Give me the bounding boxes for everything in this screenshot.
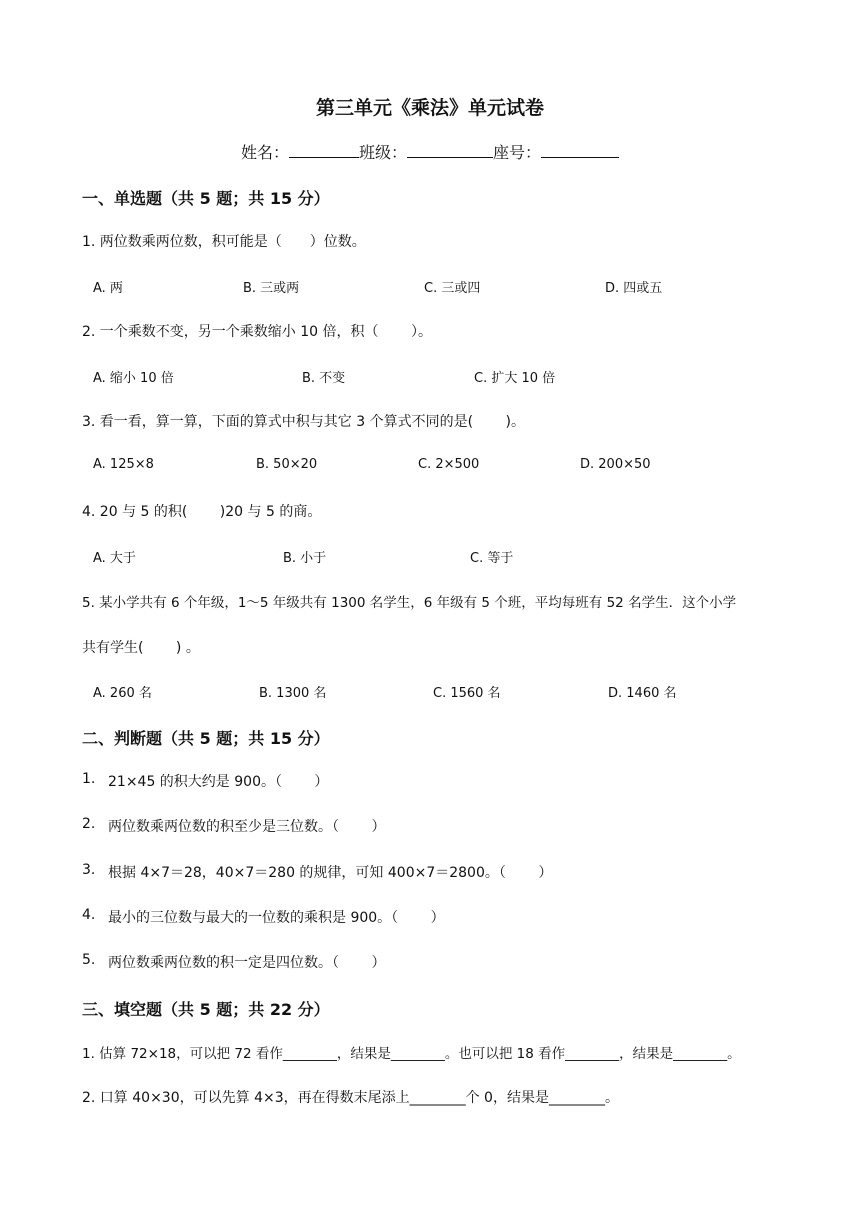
- option-b[interactable]: B. 50×20: [256, 457, 318, 472]
- page-title: 第三单元《乘法》单元试卷: [315, 97, 544, 119]
- option-c[interactable]: C. 扩大 10 倍: [474, 371, 556, 386]
- item-number: 3.: [82, 862, 96, 878]
- option-d[interactable]: D. 四或五: [605, 281, 663, 296]
- option-b[interactable]: B. 三或两: [243, 281, 300, 296]
- judgment-item: 最小的三位数与最大的一位数的乘积是 900。（ ）: [108, 910, 445, 926]
- judgment-item: 21×45 的积大约是 900。（ ）: [108, 774, 329, 790]
- item-number: 1.: [82, 771, 96, 787]
- option-a[interactable]: A. 125×8: [93, 457, 154, 472]
- fill-blank-item: 2. 口算 40×30，可以先算 4×3，再在得数末尾添上________个 0，结果是________。: [82, 1090, 619, 1106]
- option-b[interactable]: B. 1300 名: [259, 686, 327, 701]
- question-text: 4. 20 与 5 的积( )20 与 5 的商。: [82, 504, 322, 520]
- option-c[interactable]: C. 1560 名: [433, 686, 501, 701]
- question-text: 1. 两位数乘两位数，积可能是（ ）位数。: [82, 234, 366, 250]
- option-d[interactable]: D. 200×50: [580, 457, 651, 472]
- item-number: 4.: [82, 907, 96, 923]
- class-blank[interactable]: [407, 143, 493, 158]
- section-heading-true-false: 二、判断题（共 5 题；共 15 分）: [82, 729, 330, 748]
- option-d[interactable]: D. 1460 名: [608, 686, 677, 701]
- section-heading-single-choice: 一、单选题（共 5 题；共 15 分）: [82, 189, 330, 208]
- option-a[interactable]: A. 两: [93, 281, 123, 296]
- option-b[interactable]: B. 小于: [283, 551, 327, 566]
- item-number: 5.: [82, 952, 96, 968]
- name-label: 姓名：: [240, 143, 289, 162]
- item-number: 2.: [82, 816, 96, 832]
- class-label: 班级：: [358, 143, 407, 162]
- fill-blank-item: 1. 估算 72×18，可以把 72 看作________，结果是________。也可以把 18 看作________，结果是________。: [82, 1046, 741, 1062]
- seat-label: 座号：: [493, 143, 542, 162]
- question-text: 3. 看一看，算一算，下面的算式中积与其它 3 个算式不同的是( )。: [82, 414, 525, 430]
- question-text: 5. 某小学共有 6 个年级，1～5 年级共有 1300 名学生，6 年级有 5 个班，平均每班有 52 名学生．这个小学: [82, 595, 737, 611]
- option-c[interactable]: C. 2×500: [418, 457, 480, 472]
- question-text: 2. 一个乘数不变，另一个乘数缩小 10 倍，积（ ）。: [82, 324, 432, 340]
- option-c[interactable]: C. 等于: [470, 551, 514, 566]
- student-info-row: [0, 140, 860, 163]
- judgment-item: 两位数乘两位数的积一定是四位数。（ ）: [108, 955, 386, 971]
- option-a[interactable]: A. 缩小 10 倍: [93, 371, 174, 386]
- name-blank[interactable]: [289, 143, 359, 158]
- judgment-item: 两位数乘两位数的积至少是三位数。（ ）: [108, 819, 386, 835]
- option-b[interactable]: B. 不变: [302, 371, 346, 386]
- section-heading-fill-blank: 三、填空题（共 5 题；共 22 分）: [82, 1000, 330, 1019]
- seat-blank[interactable]: [541, 143, 619, 158]
- option-c[interactable]: C. 三或四: [424, 281, 481, 296]
- judgment-item: 根据 4×7＝28，40×7＝280 的规律，可知 400×7＝2800。（ ）: [108, 865, 553, 881]
- option-a[interactable]: A. 大于: [93, 551, 136, 566]
- question-text-continued: 共有学生( ) 。: [82, 640, 200, 656]
- option-a[interactable]: A. 260 名: [93, 686, 152, 701]
